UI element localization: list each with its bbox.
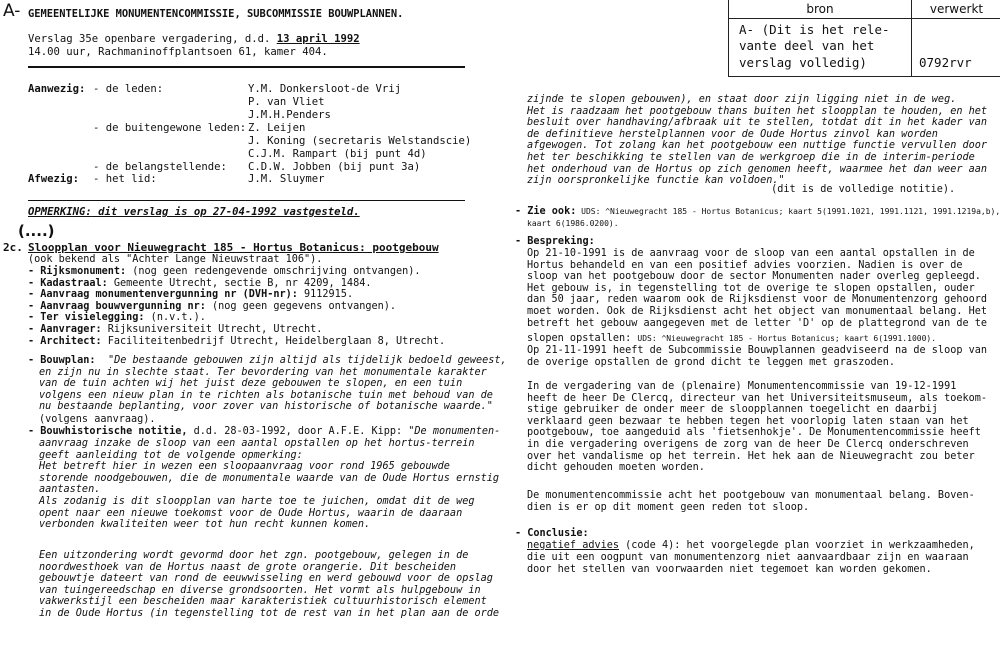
continuation-line: afgewogen. Tot zolang kan het pootgebouw een nuttige functie vervullen door [527, 140, 988, 152]
bespreking-line: betreft het gebouw aangegeven met de letter 'D' op de plattegrond van de te [527, 317, 988, 329]
paragraph-line: dicht gehouden moeten worden. [527, 462, 705, 474]
paragraph-line: In de vergadering van de (plenaire) Monumentencommissie van 19-12-1991 [527, 381, 957, 392]
item-field [28, 266, 421, 278]
bespreking-ref-prefix: slopen opstallen: [527, 333, 638, 344]
notitie-quote-start: "De monumenten- [408, 426, 501, 437]
notitie-line: gebouwtje dateert van rond de eeuwwisseling en werd gebouwd voor de opslag [39, 573, 493, 585]
item-field [28, 312, 206, 324]
notitie-line: aanvraag inzake de sloop van een aantal opstallen op het hortus-terrein [39, 438, 475, 449]
archive-stamp [728, 0, 1000, 77]
item-field [28, 301, 396, 313]
item-title: Sloopplan voor Nieuwegracht 185 - Hortus Botanicus: pootgebouw [28, 241, 439, 254]
bouwplan-label: - Bouwplan: [28, 355, 96, 366]
attendee-name: P. van Vliet [248, 96, 325, 108]
notitie-line: Het betreft hier in wezen een sloopaanvraag voor rond 1965 gebouwde [39, 461, 450, 473]
item-field [28, 336, 445, 348]
continuation-line: het onderhoud van de Hortus op zich genomen heeft, waarmee het dan weer aan [527, 163, 988, 175]
notitie-line: verbonden kwaliteiten weer tot hun recht kunnen komen. [39, 519, 371, 531]
paragraph-line: stige gebruiker de onder meer de sloopplannen toegelicht en daarbij [527, 404, 938, 416]
zie-ook-ref: UDS: ^Nieuwegracht 185 - Hortus Botanicus; kaart 5(1991.1021, 1991.1121, 1991.1219a,b), [576, 207, 1000, 216]
notitie-line: Als zodanig is dit sloopplan van harte toe te juichen, omdat dit de weg [39, 496, 475, 507]
attendee-name: C.D.W. Jobben (bij punt 3a) [248, 161, 421, 173]
opmerking-note [28, 206, 360, 218]
group-label-buitengewone: - de buitengewone leden: [93, 122, 247, 134]
field-label: - Kadastraal: [28, 277, 108, 289]
notitie-line: van tuingereedschap en diverse grondsoorten. Het vormt als hulpgebouw in [39, 584, 481, 596]
verwerkt-code: 0792rvr [919, 55, 972, 70]
notitie-line: Een uitzondering wordt gevormd door het zgn. pootgebouw, gelegen in de [39, 550, 469, 561]
paragraph-line: in die vergadering overigens de zorg van de heer De Clercq onderschreven [527, 439, 969, 450]
bespreking-line: dan 50 jaar, reden waarom ook de Rijksdienst voor de Monumentenzorg gehoord [527, 294, 988, 306]
notitie-meta: d.d. 28-03-1992, door A.F.E. Kipp: [187, 426, 409, 437]
paragraph-line: De monumentencommissie acht het pootgebouw van monumentaal belang. Boven- [527, 490, 975, 501]
bespreking-line: Het gebouw is, in tegenstelling tot de overige te slopen opstallen, ouder [527, 282, 975, 294]
field-value: Gemeente Utrecht, sectie B, nr 4209, 1484. [107, 277, 372, 289]
field-value: Faciliteitenbedrijf Utrecht, Heidelberglaan 8, Utrecht. [101, 335, 446, 347]
bron-line: verslag volledig) [739, 55, 867, 70]
group-label-lid: - het lid: [93, 173, 157, 185]
item-field [28, 289, 353, 301]
opmerking-label: OPMERKING: [28, 206, 92, 218]
field-label: - Rijksmonument: [28, 266, 127, 277]
conclusie-label: - Conclusie: [515, 528, 589, 539]
bron-line: vante deel van het [739, 38, 875, 53]
opmerking-text: dit verslag is op 27-04-1992 vastgesteld. [91, 206, 360, 218]
notitie-line: geeft aanleiding tot de volgende opmerking: [39, 449, 303, 461]
continuation-line: besluit over handhaving/afbraak uit te stellen, totdat dit in het kader van [527, 117, 988, 129]
zie-ook-label: - Zie ook: [515, 206, 577, 217]
field-value: (nog geen redengevende omschrijving ontvangen). [126, 266, 421, 277]
continuation-line: het ter beschikking te stellen van de werkgroep die in de interim-periode [527, 152, 975, 163]
field-label: - Aanvrager: [28, 324, 102, 335]
notitie-line: storende noodgebouwen, die de monumentale waarde van de Oude Hortus ernstig [39, 472, 500, 484]
notitie-heading [28, 426, 500, 438]
bespreking-ref-line [527, 333, 936, 345]
bespreking-line: Op 21-11-1991 heeft de Subcommissie Bouwplannen geadviseerd na de sloop van [527, 345, 988, 356]
bespreking-line: sloop van het pootgebouw door de sector Monumenten nader overleg gepleegd. [527, 271, 981, 283]
field-value: (nog geen gegevens ontvangen). [205, 300, 397, 312]
attendee-name: J.M. Sluymer [248, 173, 325, 185]
conclusie-advies: negatief advies [527, 540, 620, 551]
bespreking-line: moet worden. Ook de Rijksdienst acht het object van monumentaal belang. Het [527, 306, 988, 317]
field-value: (n.v.t.). [144, 312, 206, 324]
verslag-time-location: 14.00 uur, Rachmaninoffplantsoen 61, kamer 404. [28, 46, 328, 58]
group-label-leden: - de leden: [93, 83, 164, 95]
continuation-line: de definitieve herstelplannen voor de Oude Hortus zinvol kan worden [527, 128, 938, 140]
paragraph-line: over het vandalisme op het terrein. Het hek aan de Nieuwegracht zou beter [527, 450, 975, 462]
attendee-name: C.J.M. Rampart (bij punt 4d) [248, 148, 427, 160]
bouwplan-quote-line: van de tuin achten wij het juist deze gebouwen te slopen, en een tuin [39, 378, 463, 390]
verslag-prefix: Verslag 35e openbare vergadering, d.d. [28, 33, 277, 45]
field-label: - Ter visielegging: [28, 312, 145, 324]
afwezig-label: Afwezig: [28, 173, 80, 185]
bespreking-label: - Bespreking: [515, 236, 595, 247]
bouwplan-quote-line: "De bestaande gebouwen zijn altijd als tijdelijk bedoeld geweest, [108, 355, 507, 366]
zie-ook-ref-cont: kaart 6(1986.0200). [527, 219, 619, 228]
field-label: - Aanvraag bouwvergunning nr: [28, 300, 206, 312]
ellipsis-mark: (....) [18, 222, 55, 240]
stamp-divider [911, 18, 912, 76]
bouwplan-quote-line: en zijn nu in slechte staat. Ter bevordering van het monumentale karakter [39, 366, 487, 378]
conclusie-line: die uit een oogpunt van monumentenzorg niet aanvaardbaar zijn en waaraan [527, 552, 969, 563]
bouwplan-source: (volgens aanvraag). [39, 414, 156, 425]
verslag-line [28, 33, 360, 45]
attendee-name: J.M.H.Penders [248, 109, 331, 121]
header-divider [28, 66, 465, 68]
paragraph-line: pootgebouw, toe aangeduid als 'fietsenhokje'. De Monumentencommissie heeft [527, 427, 981, 439]
conclusie-line [527, 540, 975, 552]
aanwezig-label: Aanwezig: [28, 83, 86, 95]
notitie-line: noordwesthoek van de Hortus naast de grote orangerie. Dit bescheiden [39, 561, 457, 573]
item-subtitle: (ook bekend als "Achter Lange Nieuwstraat 106"). [28, 254, 323, 265]
handwritten-mark: A- [3, 1, 21, 21]
notitie-line: vakwerkstijl een bescheiden maar karakteristiek cultuurhistorisch element [39, 596, 487, 608]
notitie-line: in de Oude Hortus (in tegenstelling tot de rest van in het plan aan de orde [39, 608, 500, 619]
field-label: - Aanvraag monumentenvergunning nr (DVH-nr): [28, 289, 298, 301]
bron-header: bron [729, 0, 912, 19]
conclusie-line: door het stellen van voorwaarden niet tegemoet kan worden gekomen. [527, 563, 932, 575]
item-field [28, 278, 371, 290]
verwerkt-header: verwerkt [912, 0, 1000, 19]
item-number: 2c. [3, 241, 23, 254]
notitie-line: opent naar een nieuwe toekomst voor de Oude Hortus, waarin de daaraan [39, 507, 463, 519]
attendee-name: Z. Leijen [248, 122, 306, 134]
bron-line: A- (Dit is het rele- [739, 22, 890, 37]
bouwplan-quote-line: nu bestaande beplanting, voor zover van historische of botanische waarde." [39, 401, 493, 413]
conclusie-first: (code 4): het voorgelegde plan voorziet in werkzaamheden, [619, 540, 975, 551]
paragraph-line: verklaard geen bezwaar te hebben tegen het voorlopig laten staan van het [527, 415, 969, 427]
bespreking-ref: UDS: ^Nieuwegracht 185 - Hortus Botanicus; kaart 6(1991.1000). [637, 334, 937, 343]
notitie-label: - Bouwhistorische notitie, [28, 426, 188, 437]
bespreking-line: Hortus behandeld en van een positief advies voorzien. Nadien is over de [527, 259, 963, 271]
bouwplan-quote-line: volgens een nieuw plan in te richten als botanische tuin met behoud van de [39, 389, 493, 401]
bespreking-line: de overige opstallen de grond dicht te leggen met graszoden. [527, 356, 896, 368]
continuation-line: zijnde te slopen gebouwen), en staat door zijn ligging niet in de weg. [527, 94, 957, 105]
notitie-line: aantasten. [39, 484, 101, 496]
opmerking-rule [28, 200, 465, 201]
attendee-name: Y.M. Donkersloot-de Vrij [248, 83, 402, 95]
paragraph-line: dien is er op dit moment geen reden tot sloop. [527, 501, 810, 513]
field-label: - Architect: [28, 335, 102, 347]
bespreking-line: Op 21-10-1991 is de aanvraag voor de sloop van een aantal opstallen in de [527, 248, 975, 259]
zie-ook-line [515, 206, 1000, 218]
continuation-line: zijn oorspronkelijke functie kan voldoen." [527, 175, 785, 187]
paragraph-line: heeft de heer De Clercq, directeur van het Universiteitsmuseum, als toekom- [527, 392, 988, 404]
field-value: 9112915. [297, 289, 354, 301]
field-value: Rijksuniversiteit Utrecht, Utrecht. [101, 324, 323, 335]
continuation-line: Het is raadzaam het pootgebouw thans buiten het sloopplan te houden, en het [527, 105, 988, 117]
item-field [28, 324, 322, 336]
attendee-name: J. Koning (secretaris Welstandscie) [248, 135, 472, 147]
group-label-belangstellende: - de belangstellende: [93, 161, 227, 173]
document-title: GEMEENTELIJKE MONUMENTENCOMMISSIE, SUBCOMMISSIE BOUWPLANNEN. [28, 8, 404, 20]
verslag-date: 13 april 1992 [276, 33, 360, 45]
continuation-end: (dit is de volledige notitie). [765, 184, 956, 195]
